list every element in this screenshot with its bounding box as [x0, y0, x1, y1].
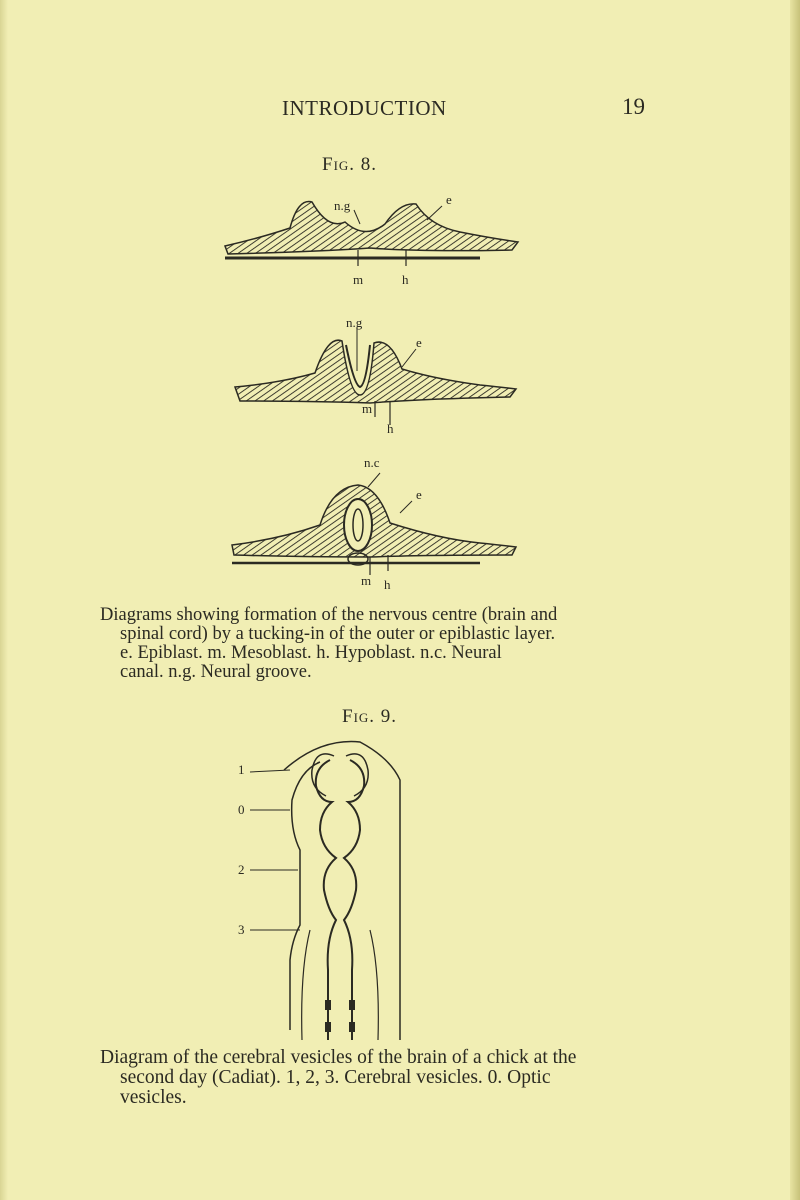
fig9-label-0: 0 — [238, 802, 245, 817]
fig9-label: Fig. 9. — [342, 706, 398, 727]
running-header — [0, 96, 800, 126]
fig9-caption — [100, 1048, 700, 1108]
fig8c-label-e: e — [416, 487, 422, 502]
fig9-caption-line-1: Diagram of the cerebral vesicles of the brain of a chick at the — [100, 1047, 577, 1068]
fig9-diagram — [230, 730, 430, 1040]
page-left-edge — [0, 0, 8, 1200]
fig8-diagram-b — [220, 315, 520, 455]
fig8b-label-h: h — [387, 421, 394, 436]
fig8-caption-line-2: spinal cord) by a tucking-in of the outer or epiblastic layer. — [120, 624, 556, 644]
fig8b-label-m: m — [362, 401, 373, 416]
running-title: INTRODUCTION — [282, 96, 447, 120]
fig8a-label-ng: n.g — [334, 198, 351, 213]
fig8c-label-nc: n.c — [364, 455, 380, 470]
fig8c-label-h: h — [384, 577, 391, 592]
fig9-caption-line-3: vesicles. — [120, 1087, 187, 1108]
fig9-label-3: 3 — [238, 922, 245, 937]
fig8-caption-line-1: Diagrams showing formation of the nervous centre (brain and — [100, 605, 558, 625]
fig8b-label-ng: n.g — [346, 315, 363, 330]
fig8-caption-line-4: canal. n.g. Neural groove. — [120, 662, 312, 682]
fig8c-label-m: m — [361, 573, 372, 588]
fig8-label: Fig. 8. — [322, 154, 378, 175]
fig8b-label-e: e — [416, 335, 422, 350]
fig8a-label-e: e — [446, 192, 452, 207]
fig9-label-1: 1 — [238, 762, 245, 777]
page-number: 19 — [622, 94, 645, 119]
fig9-label-2: 2 — [238, 862, 245, 877]
fig8a-label-m: m — [353, 272, 364, 287]
fig8-diagram-c — [220, 455, 520, 595]
fig8-caption — [100, 606, 660, 682]
fig9-caption-line-2: second day (Cadiat). 1, 2, 3. Cerebral vesicles. 0. Optic — [120, 1067, 551, 1088]
fig8-caption-line-3: e. Epiblast. m. Mesoblast. h. Hypoblast. n.c. Neural — [120, 643, 502, 663]
fig8-diagram-a — [220, 180, 520, 290]
page-right-edge — [790, 0, 800, 1200]
fig8a-label-h: h — [402, 272, 409, 287]
